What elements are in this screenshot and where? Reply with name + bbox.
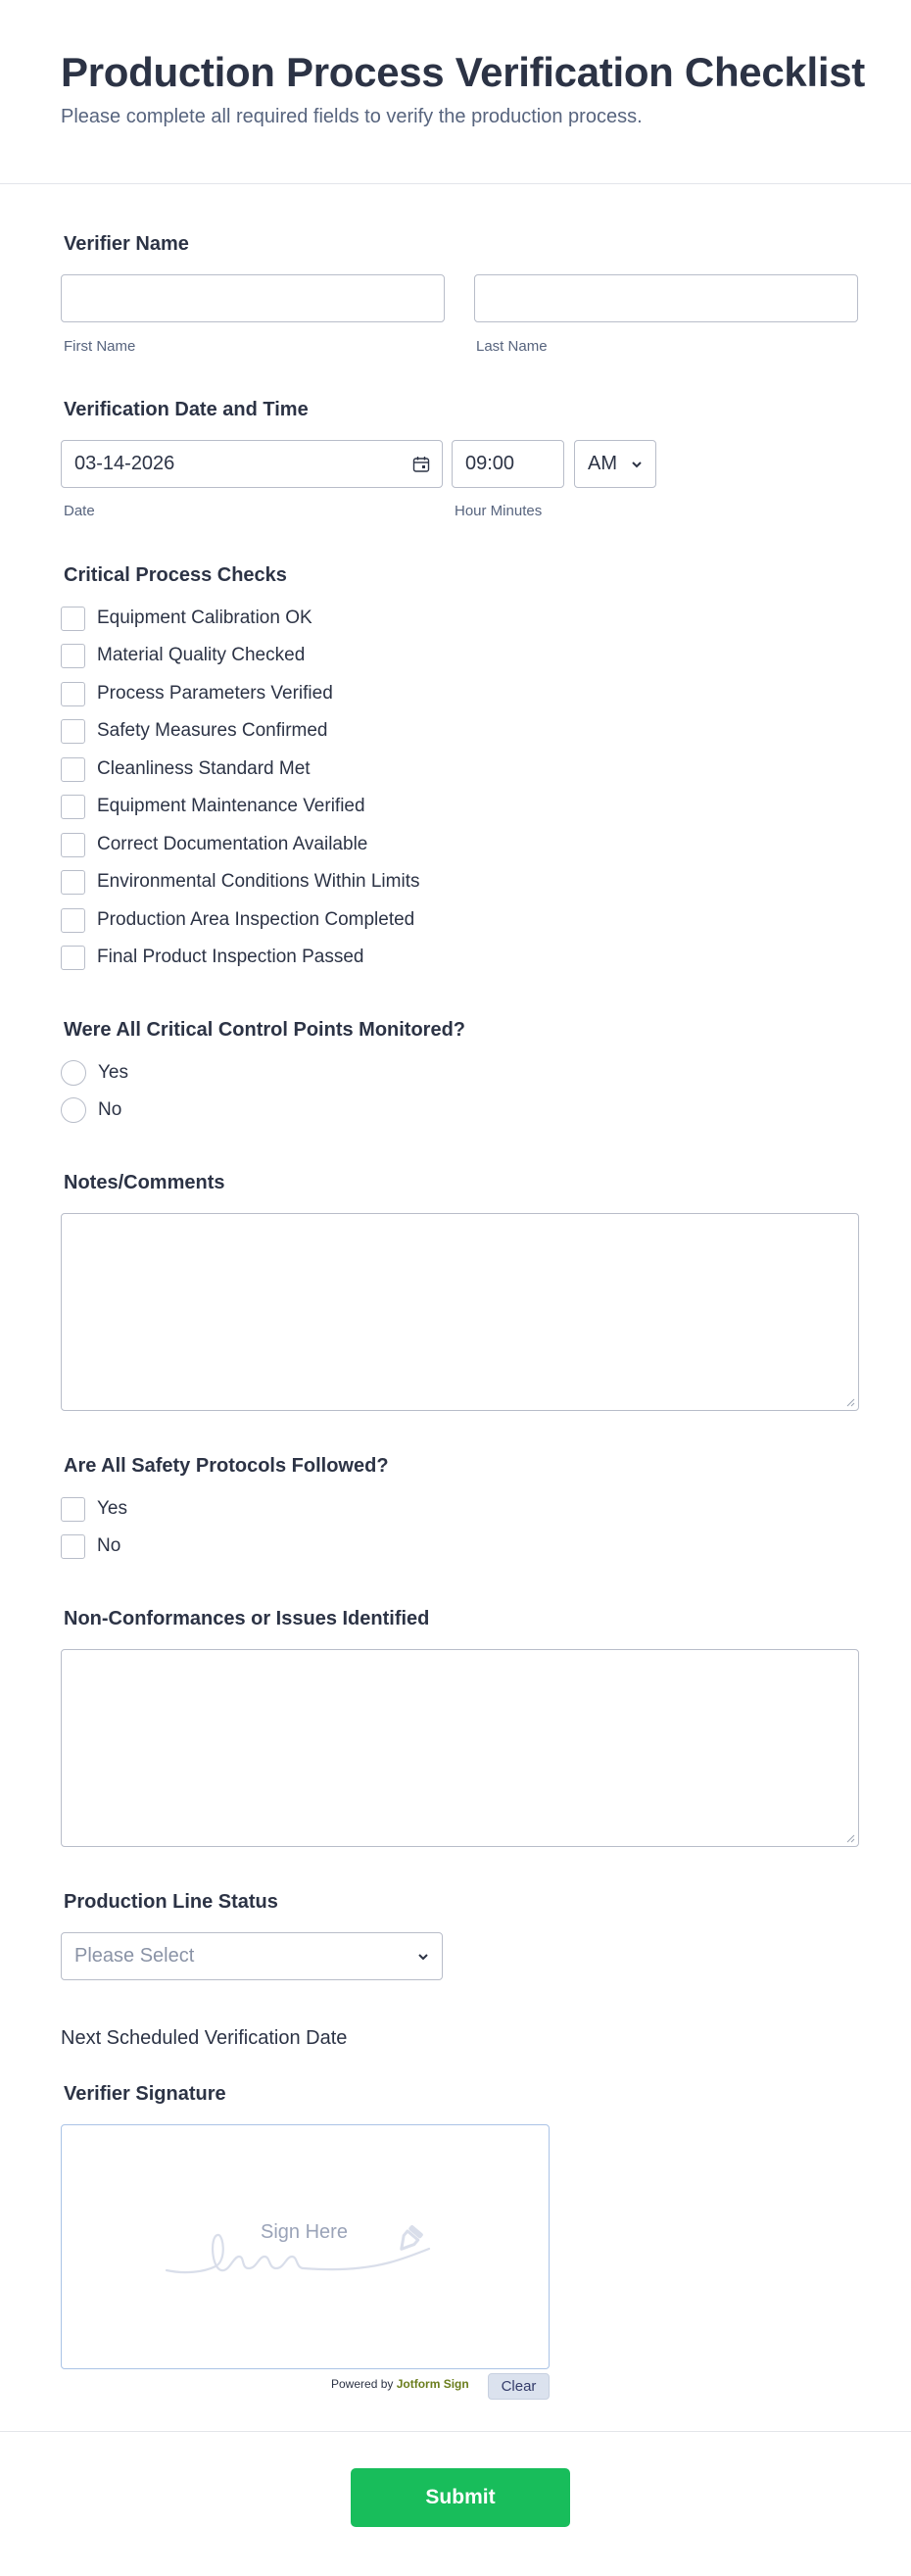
notes-label: Notes/Comments: [64, 1172, 225, 1193]
check-material-quality[interactable]: [61, 643, 305, 668]
check-process-parameters[interactable]: [61, 681, 333, 706]
checkbox-label: Environmental Conditions Within Limits: [97, 871, 420, 892]
line-status-label: Production Line Status: [64, 1891, 278, 1913]
checkbox-label: No: [97, 1535, 121, 1556]
line-status-select[interactable]: [61, 1932, 443, 1980]
time-sublabel: Hour Minutes: [455, 503, 543, 519]
time-input[interactable]: 09:00: [452, 440, 564, 488]
signature-pad[interactable]: [61, 2124, 550, 2369]
checkbox-label: Safety Measures Confirmed: [97, 720, 328, 741]
checkbox[interactable]: [61, 757, 85, 782]
form-subtitle: Please complete all required fields to verify the production process.: [61, 106, 643, 127]
last-name-sublabel: Last Name: [476, 338, 548, 355]
check-environmental[interactable]: [61, 869, 419, 895]
first-name-sublabel: First Name: [64, 338, 136, 355]
verifier-name-label: Verifier Name: [64, 233, 189, 255]
checkbox[interactable]: [61, 946, 85, 970]
check-equipment-calibration[interactable]: [61, 606, 312, 631]
resize-handle-icon[interactable]: [845, 1833, 855, 1843]
checkbox-label: Equipment Calibration OK: [97, 608, 312, 628]
footer-divider: [0, 2431, 911, 2432]
sign-here-text: Sign Here: [261, 2221, 348, 2243]
checkbox[interactable]: [61, 1534, 85, 1559]
chevron-down-icon: [415, 1949, 431, 1965]
checkbox[interactable]: [61, 682, 85, 706]
check-final-inspection[interactable]: [61, 945, 364, 970]
checkbox[interactable]: [61, 644, 85, 668]
calendar-icon[interactable]: [412, 456, 430, 473]
chevron-down-icon: [629, 457, 645, 472]
checkbox[interactable]: [61, 833, 85, 857]
checkbox[interactable]: [61, 607, 85, 631]
submit-button[interactable]: Submit: [351, 2468, 570, 2527]
checkbox-label: Correct Documentation Available: [97, 834, 368, 854]
date-value: 03-14-2026: [74, 453, 175, 474]
form-header: [0, 0, 911, 184]
check-documentation[interactable]: [61, 832, 367, 857]
ampm-value: AM: [588, 453, 617, 474]
form-title: Production Process Verification Checklist: [61, 49, 865, 95]
checkbox[interactable]: [61, 908, 85, 933]
radio-label: No: [98, 1099, 122, 1120]
check-safety-no[interactable]: [61, 1533, 120, 1559]
signature-scribble-icon: [165, 2223, 449, 2282]
check-cleanliness[interactable]: [61, 756, 311, 782]
checkbox[interactable]: [61, 1497, 85, 1522]
checkbox-label: Process Parameters Verified: [97, 683, 333, 704]
checkbox-label: Equipment Maintenance Verified: [97, 796, 365, 816]
date-input[interactable]: [61, 440, 443, 488]
checkbox[interactable]: [61, 719, 85, 744]
check-safety-yes[interactable]: [61, 1496, 127, 1522]
radio-ccp-yes[interactable]: [61, 1060, 128, 1086]
radio-ccp-no[interactable]: [61, 1097, 121, 1123]
non-conformances-label: Non-Conformances or Issues Identified: [64, 1608, 430, 1629]
radio-label: Yes: [98, 1062, 128, 1083]
checkbox-label: Cleanliness Standard Met: [97, 758, 311, 779]
checkbox[interactable]: [61, 870, 85, 895]
safety-protocols-label: Are All Safety Protocols Followed?: [64, 1455, 389, 1477]
checkbox[interactable]: [61, 795, 85, 819]
signature-label: Verifier Signature: [64, 2083, 226, 2105]
date-sublabel: Date: [64, 503, 95, 519]
critical-checks-label: Critical Process Checks: [64, 564, 287, 586]
resize-handle-icon[interactable]: [845, 1397, 855, 1407]
check-equipment-maintenance[interactable]: [61, 794, 365, 819]
ccp-monitored-label: Were All Critical Control Points Monitored?: [64, 1019, 466, 1041]
check-area-inspection[interactable]: [61, 907, 414, 933]
checkbox-label: Material Quality Checked: [97, 645, 306, 665]
checkbox-label: Yes: [97, 1498, 127, 1519]
line-status-placeholder: Please Select: [74, 1945, 195, 1967]
notes-textarea[interactable]: [61, 1213, 859, 1411]
jotform-sign-brand: Jotform Sign: [396, 2377, 469, 2391]
checkbox-label: Final Product Inspection Passed: [97, 947, 364, 967]
radio-button[interactable]: [61, 1060, 86, 1086]
last-name-input[interactable]: [474, 274, 858, 322]
ampm-select[interactable]: [574, 440, 656, 488]
radio-button[interactable]: [61, 1097, 86, 1123]
verification-datetime-label: Verification Date and Time: [64, 399, 309, 420]
check-safety-measures[interactable]: [61, 718, 328, 744]
checkbox-label: Production Area Inspection Completed: [97, 909, 415, 930]
first-name-input[interactable]: [61, 274, 445, 322]
powered-by-text: [331, 2377, 469, 2391]
clear-signature-button[interactable]: Clear: [488, 2373, 550, 2400]
powered-prefix: Powered by: [331, 2377, 394, 2391]
next-verification-label: Next Scheduled Verification Date: [61, 2027, 348, 2049]
non-conformances-textarea[interactable]: [61, 1649, 859, 1847]
